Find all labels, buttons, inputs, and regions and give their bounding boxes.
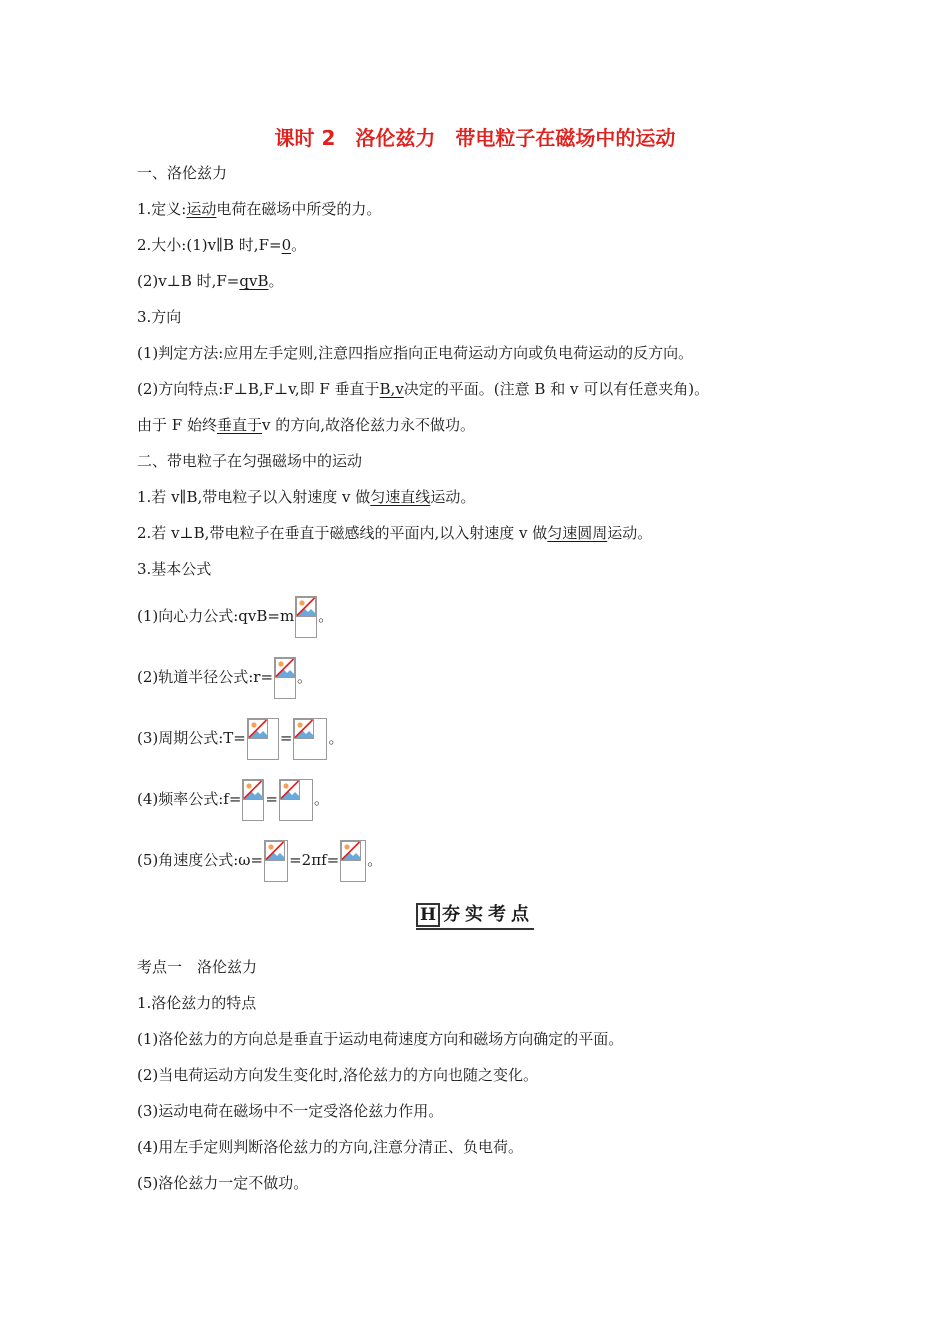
formula-1-suffix: 。	[318, 607, 334, 625]
heading-lorentz-force: 一、洛伦兹力	[137, 164, 228, 182]
formula-2-prefix: (2)轨道半径公式:r=	[137, 668, 274, 686]
formula-image-icon	[247, 718, 279, 760]
formula-4-middle: =	[265, 790, 278, 808]
motion-perpendicular	[137, 522, 652, 544]
topic-heading: 考点一 洛伦兹力	[137, 958, 258, 976]
formula-5-prefix: (5)角速度公式:ω=	[137, 851, 264, 869]
magnitude-2-prefix: (2)v⊥B 时,F=	[137, 272, 240, 290]
direction-method: (1)判定方法:应用左手定则,注意四指应指向正电荷运动方向或负电荷运动的反方向。	[137, 344, 694, 362]
formula-4-prefix: (4)频率公式:f=	[137, 790, 242, 808]
formula-heading: 3.基本公式	[137, 560, 212, 578]
formula-3-prefix: (3)周期公式:T=	[137, 729, 246, 747]
magnitude-line-1	[137, 234, 306, 256]
direction-feature	[137, 378, 709, 400]
formula-5-suffix: 。	[367, 851, 383, 869]
section-title: 夯实考点	[442, 904, 534, 925]
feature-3: (3)运动电荷在磁场中不一定受洛伦兹力作用。	[137, 1102, 444, 1120]
magnitude-2-answer: qvB	[239, 272, 269, 290]
formula-image-icon	[295, 596, 317, 638]
formula-image-icon	[293, 718, 327, 760]
magnitude-1-prefix: 2.大小:(1)v∥B 时,F=	[137, 236, 282, 254]
formula-radius	[137, 655, 312, 699]
magnitude-line-2	[137, 270, 284, 292]
formula-3-suffix: 。	[328, 729, 344, 747]
formula-period	[137, 716, 343, 760]
motion-parallel-suffix: 运动。	[430, 488, 476, 506]
direction-feature-suffix: 决定的平面。(注意 B 和 v 可以有任意夹角)。	[403, 380, 710, 398]
motion-parallel	[137, 486, 475, 508]
formula-frequency	[137, 777, 329, 821]
direction-feature-prefix: (2)方向特点:F⊥B,F⊥v,即 F 垂直于	[137, 380, 380, 398]
direction-feature-answer: B,v	[379, 380, 404, 398]
no-work-line	[137, 414, 475, 436]
formula-image-icon	[242, 779, 264, 821]
formula-image-icon	[340, 840, 366, 882]
section-badge: H	[416, 903, 440, 927]
motion-parallel-prefix: 1.若 v∥B,带电粒子以入射速度 v 做	[137, 488, 371, 506]
feature-4: (4)用左手定则判断洛伦兹力的方向,注意分清正、负电荷。	[137, 1138, 524, 1156]
formula-image-icon	[279, 779, 313, 821]
definition-prefix: 1.定义:	[137, 200, 187, 218]
definition-line	[137, 198, 381, 220]
topic-subheading: 1.洛伦兹力的特点	[137, 994, 257, 1012]
formula-angular-velocity	[137, 838, 382, 882]
no-work-answer: 垂直于	[216, 416, 262, 434]
direction-heading: 3.方向	[137, 308, 182, 326]
no-work-prefix: 由于 F 始终	[137, 416, 217, 434]
motion-parallel-answer: 匀速直线	[370, 488, 431, 506]
formula-centripetal	[137, 594, 333, 638]
definition-suffix: 电荷在磁场中所受的力。	[216, 200, 382, 218]
motion-perpendicular-prefix: 2.若 v⊥B,带电粒子在垂直于磁感线的平面内,以入射速度 v 做	[137, 524, 548, 542]
formula-image-icon	[264, 840, 288, 882]
formula-5-middle: =2πf=	[289, 851, 340, 869]
section-banner	[0, 900, 950, 930]
magnitude-1-suffix: 。	[291, 236, 307, 254]
no-work-suffix: v 的方向,故洛伦兹力永不做功。	[261, 416, 475, 434]
formula-2-suffix: 。	[297, 668, 313, 686]
formula-image-icon	[274, 657, 296, 699]
magnitude-2-suffix: 。	[268, 272, 284, 290]
definition-answer: 运动	[186, 200, 217, 218]
feature-1: (1)洛伦兹力的方向总是垂直于运动电荷速度方向和磁场方向确定的平面。	[137, 1030, 624, 1048]
motion-perpendicular-suffix: 运动。	[607, 524, 653, 542]
magnitude-1-answer: 0	[281, 236, 292, 254]
formula-3-middle: =	[279, 729, 293, 747]
motion-perpendicular-answer: 匀速圆周	[547, 524, 608, 542]
feature-2: (2)当电荷运动方向发生变化时,洛伦兹力的方向也随之变化。	[137, 1066, 539, 1084]
section-banner-label	[416, 900, 534, 930]
heading-motion-in-field: 二、带电粒子在匀强磁场中的运动	[137, 452, 363, 470]
page-title: 课时 2 洛伦兹力 带电粒子在磁场中的运动	[274, 126, 676, 150]
feature-5: (5)洛伦兹力一定不做功。	[137, 1174, 309, 1192]
formula-1-prefix: (1)向心力公式:qvB=m	[137, 607, 295, 625]
formula-4-suffix: 。	[314, 790, 330, 808]
